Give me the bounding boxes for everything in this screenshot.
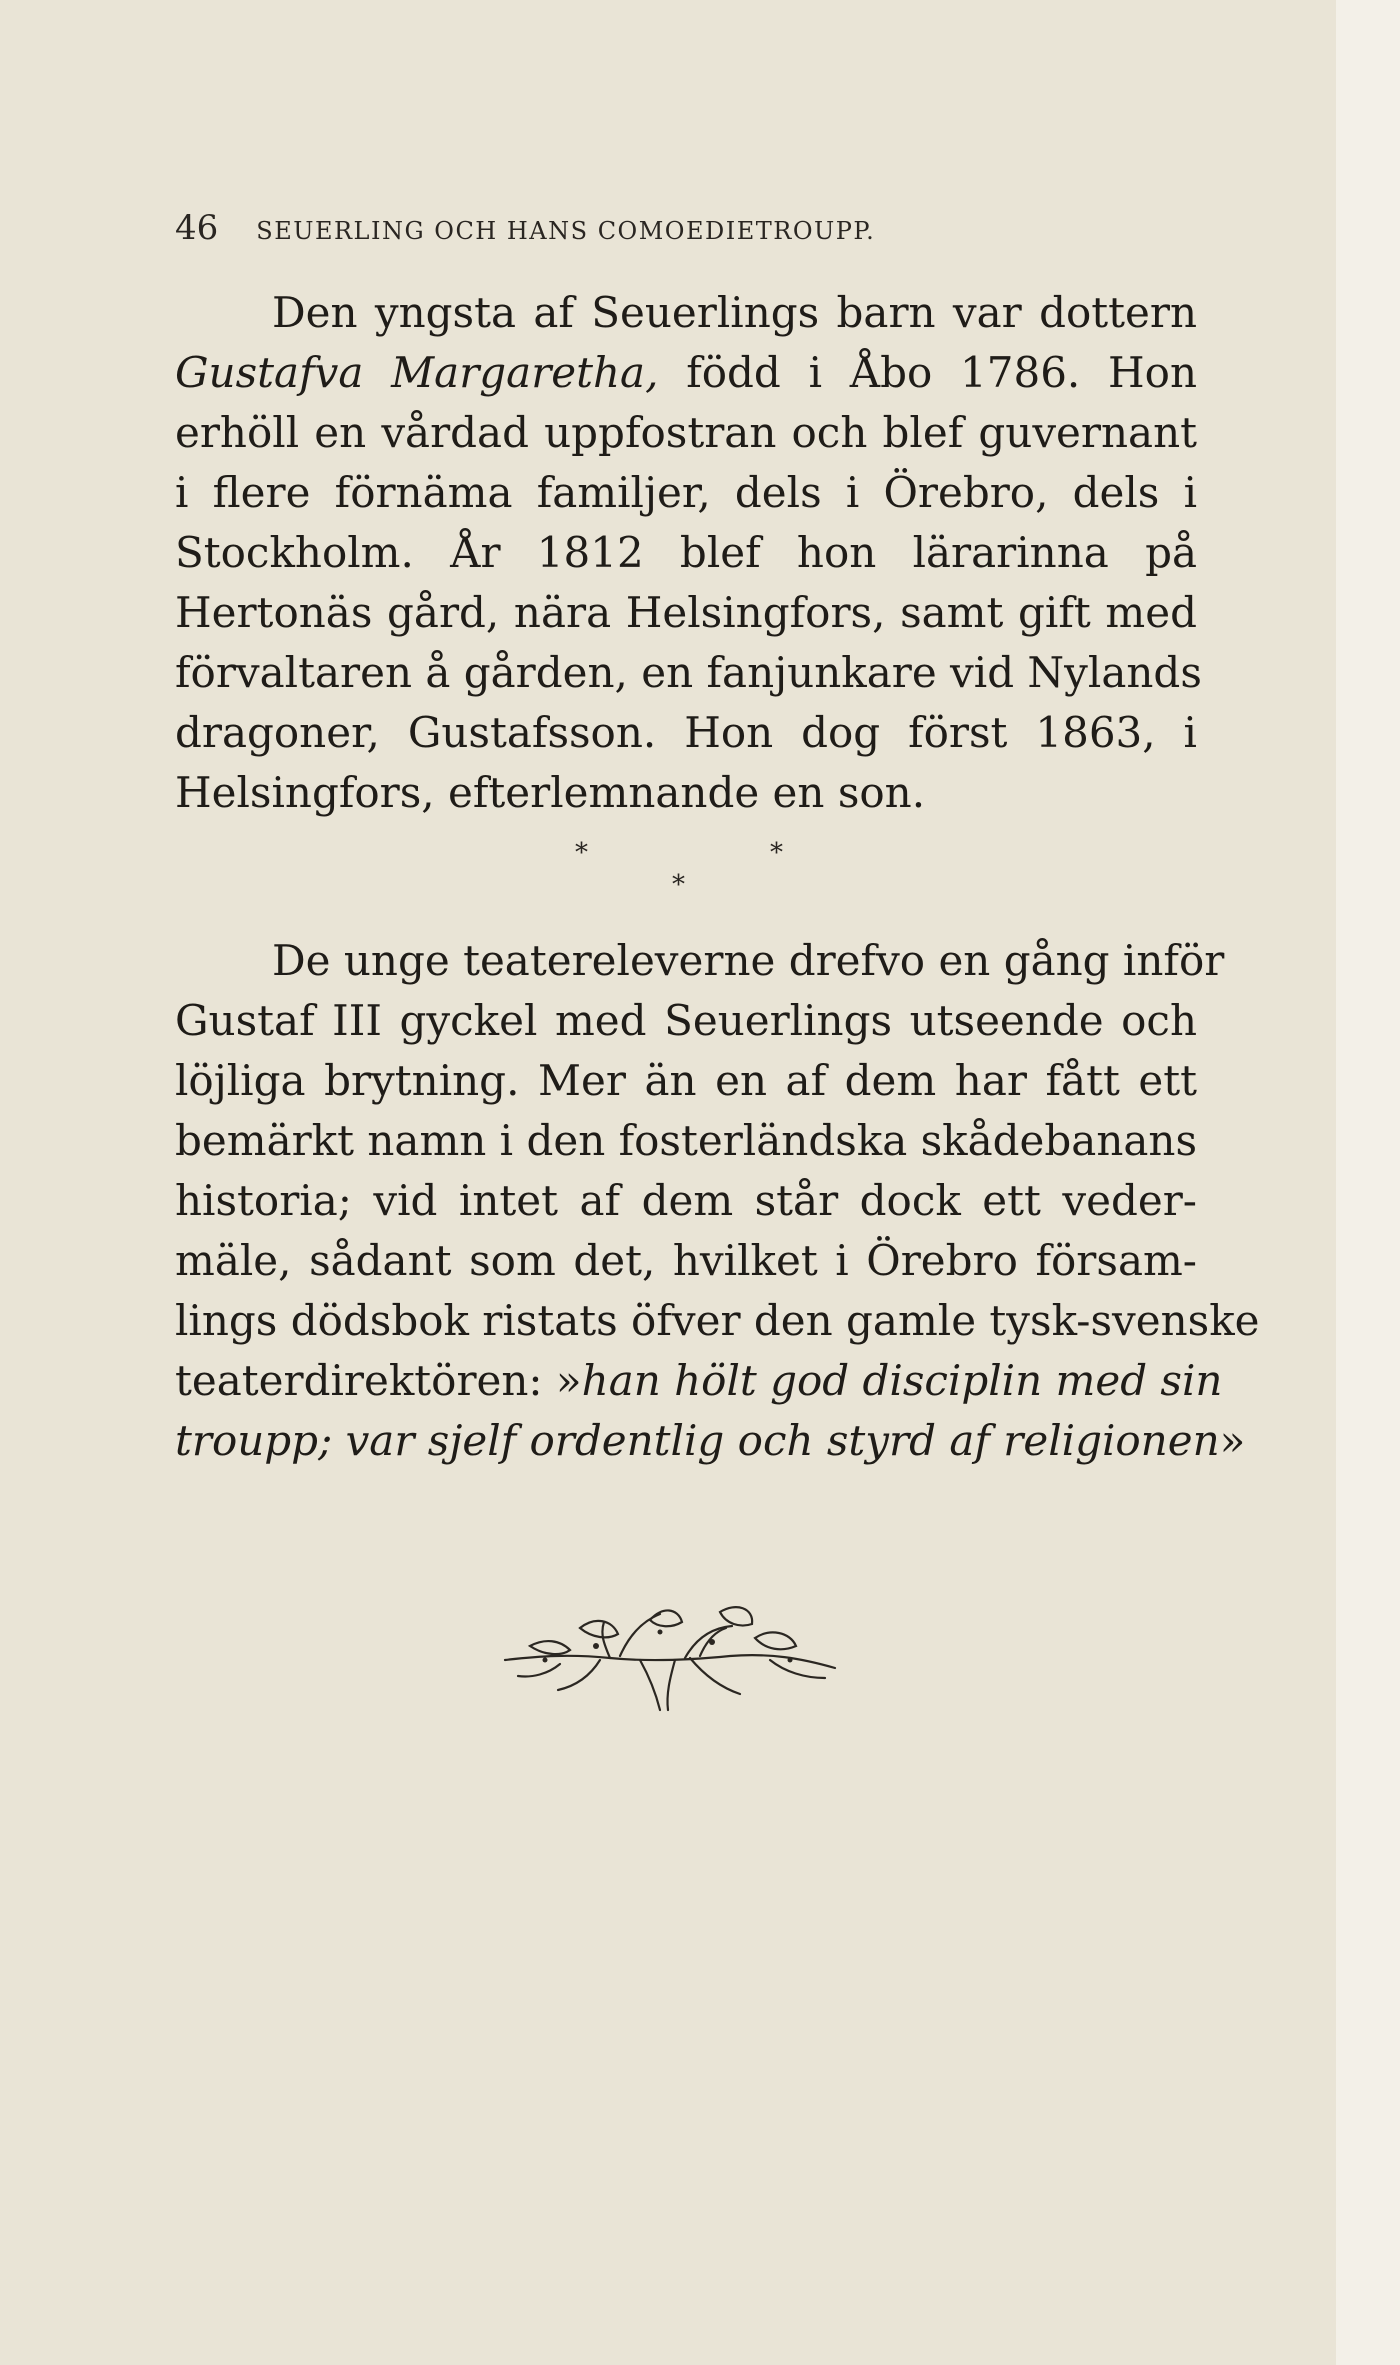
text-line: löjliga brytning. Mer än en af dem har fått ett <box>175 1056 1197 1105</box>
text-line: lings dödsbok ristats öfver den gamle tysk-svenske <box>175 1296 1260 1345</box>
italic-quote: troupp; var sjelf ordentlig och styrd af religionen <box>175 1416 1220 1465</box>
line-text: teaterdirektören: » <box>175 1356 582 1405</box>
asterisk-icon: * <box>575 838 588 868</box>
line-text: född i Åbo 1786. Hon <box>658 348 1197 397</box>
closing-guillemet: » <box>1219 1416 1246 1465</box>
text-line: historia; vid intet af dem står dock ett veder- <box>175 1176 1197 1225</box>
asterisk-icon: * <box>770 838 783 868</box>
italic-name: Gustafva Margaretha, <box>175 348 659 397</box>
text-line: förvaltaren å gården, en fanjunkare vid Nylands <box>175 648 1202 697</box>
text-line: mäle, sådant som det, hvilket i Örebro försam- <box>175 1236 1197 1285</box>
text-line: Gustaf III gyckel med Seuerlings utseende och <box>175 996 1197 1045</box>
text-line: Hertonäs gård, nära Helsingfors, samt gift med <box>175 588 1197 637</box>
running-head: SEUERLING OCH HANS COMOEDIETROUPP. <box>256 217 876 245</box>
text-line: De unge teatereleverne drefvo en gång inför <box>272 936 1225 985</box>
text-line: i flere förnäma familjer, dels i Örebro, dels i <box>175 468 1197 517</box>
text-line <box>175 1356 1223 1405</box>
text-line: Helsingfors, efterlemnande en son. <box>175 768 926 817</box>
asterisk-icon: * <box>672 870 685 900</box>
page-header <box>175 208 875 248</box>
floral-vignette-icon <box>500 1598 840 1718</box>
text-line: erhöll en vårdad uppfostran och blef guvernant <box>175 408 1197 457</box>
page-number: 46 <box>175 208 219 248</box>
text-line: Stockholm. År 1812 blef hon lärarinna på <box>175 528 1197 577</box>
text-line: bemärkt namn i den fosterländska skådebanans <box>175 1116 1198 1165</box>
italic-quote: han hölt god disciplin med sin <box>581 1356 1223 1405</box>
text-line: dragoner, Gustafsson. Hon dog först 1863, i <box>175 708 1197 757</box>
page-margin-strip <box>1336 0 1400 2365</box>
text-line: Den yngsta af Seuerlings barn var dottern <box>272 288 1197 337</box>
text-line <box>175 1416 1246 1465</box>
text-line <box>175 348 1197 397</box>
